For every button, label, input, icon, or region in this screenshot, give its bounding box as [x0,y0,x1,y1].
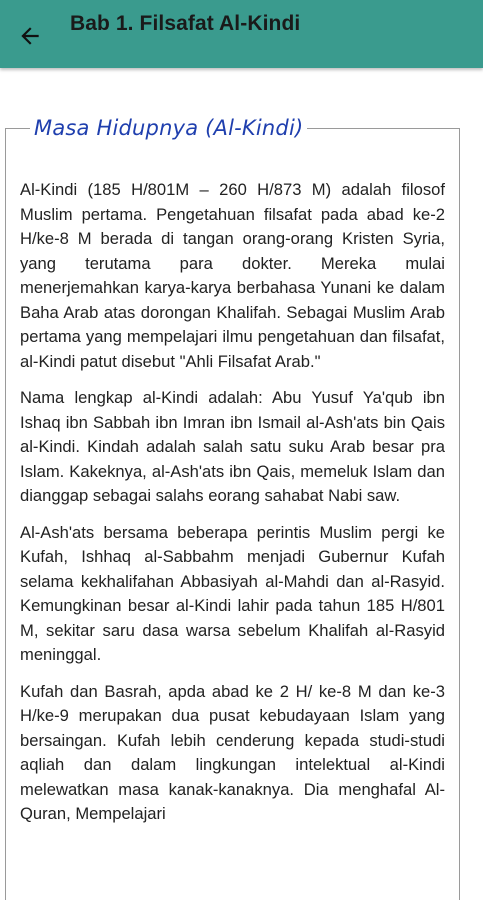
content-scroll-area[interactable] [0,68,483,900]
back-button[interactable] [8,14,52,58]
section-box [5,116,460,900]
paragraph-4: Kufah dan Basrah, apda abad ke 2 H/ ke-8 M dan ke-3 H/ke-9 merupakan dua pusat kebudayaan Islam yang bersaingan. Kufah lebih cenderung kepada studi-studi aqliah dan dalam lingkungan intelektual al-Kindi melewatkan masa kanak-kanaknya. Dia menghafal Al-Quran, Mempelajari [20,681,445,823]
paragraph-3: Al-Ash'ats bersama beberapa perintis Muslim pergi ke Kufah, Ishhaq al-Sabbahm menjadi Gubernur Kufah selama kekhalifahan Abbasiyah al-Mahdi dan al-Rasyid. Kemungkinan besar al-Kindi lahir pada tahun 185 H/801 M, sekitar saru dasa warsa sebelum Khalifah al-Rasyid meninggal. [20,522,445,664]
arrow-left-icon [17,23,43,49]
page-title: Bab 1. Filsafat Al-Kindi [70,12,301,35]
paragraph-1: Al-Kindi (185 H/801M – 260 H/873 M) adalah filosof Muslim pertama. Pengetahuan filsafat pada abad ke-2 H/ke-8 M berada di tangan orang-orang Kristen Syria, yang terutama para dokter. Mereka mulai menerjemahkan karya-karya berbahasa Yunani ke dalam Baha Arab atas dorongan Khalifah. Sebagai Muslim Arab pertama yang mempelajari ilmu pengetahuan dan filsafat, al-Kindi patut disebut "Ahli Filsafat Arab." [20,180,445,371]
paragraph-2: Nama lengkap al-Kindi adalah: Abu Yusuf Ya'qub ibn Ishaq ibn Sabbah ibn Imran ibn Ismail al-Ash'ats bin Qais al-Kindi. Kindah adalah salah satu suku Arab besar pra Islam. Kakeknya, al-Ash'ats ibn Qais, memeluk Islam dan dianggap sebagai salahs eorang sahabat Nabi saw. [20,388,445,505]
app-bar [0,0,483,68]
section-title: Masa Hidupnya (Al-Kindi) [34,116,304,140]
